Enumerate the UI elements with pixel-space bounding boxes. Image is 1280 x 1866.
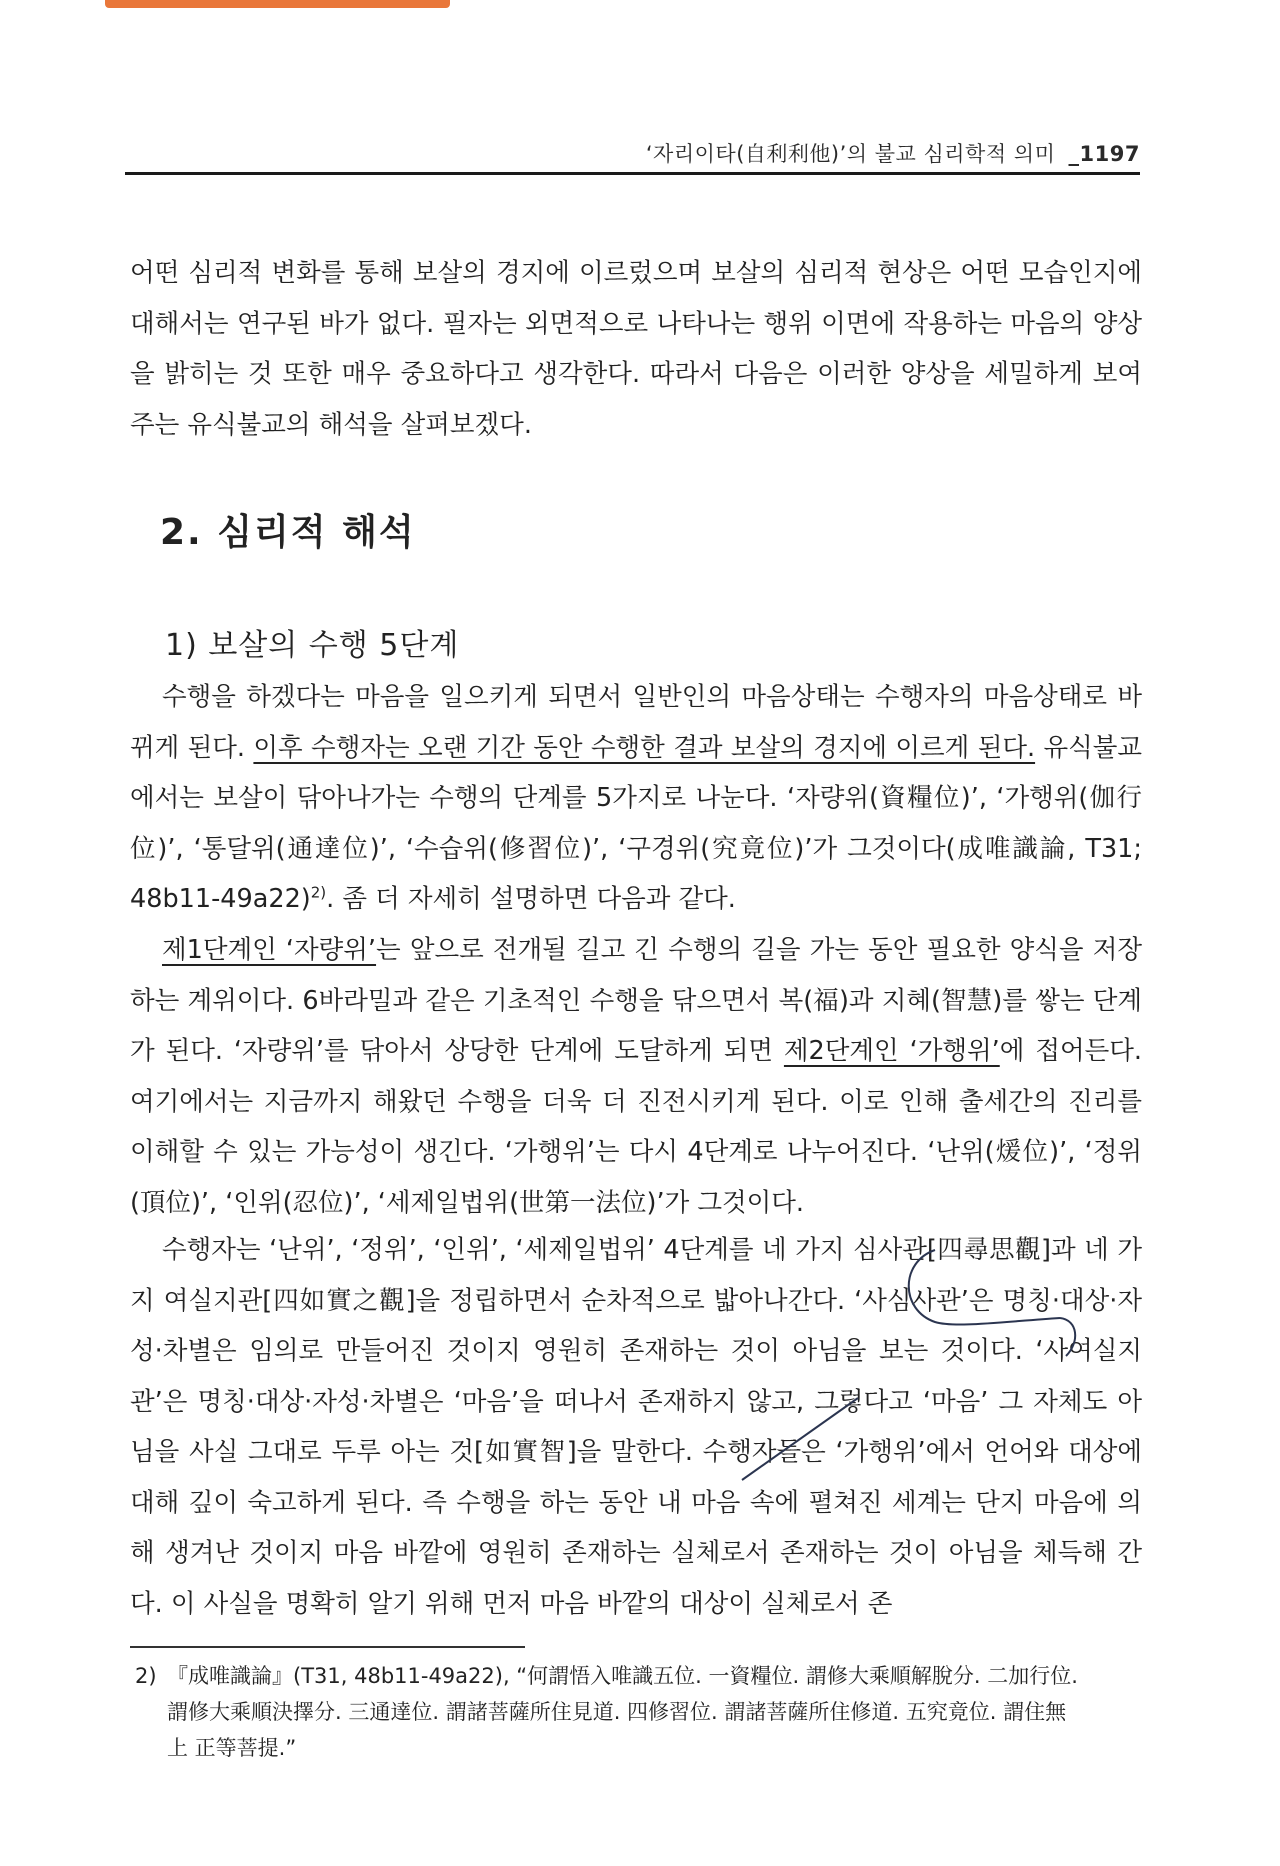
footnote-ref: 2) (310, 883, 327, 902)
running-header (125, 138, 1140, 168)
p1-text-b: 유식불교에서는 보살이 닦아나가는 수행의 단계를 5가지로 나눈다. ‘자량위(資糧位)’, ‘가행위(伽行位)’, ‘통달위(通達位)’, ‘수습위(修習位)’, ‘구경위(究竟位)’가 그것이다(成唯識論, T31; 48b11-49a22) (130, 732, 1142, 914)
body-paragraph-2 (130, 925, 1142, 1228)
subsection-title: 1) 보살의 수행 5단계 (165, 628, 460, 663)
intro-paragraph: 어떤 심리적 변화를 통해 보살의 경지에 이르렀으며 보살의 심리적 현상은 어떤 모습인지에 대해서는 연구된 바가 없다. 필자는 외면적으로 나타나는 행위 이면에 작용하는 마음의 양상을 밝히는 것 또한 매우 중요하다고 생각한다. 따라서 다음은 이러한 양상을 세밀하게 보여주는 유식불교의 해석을 살펴보겠다. (130, 258, 1142, 440)
page-number: _1197 (1068, 142, 1140, 166)
footnote-line-1: 『成唯識論』(T31, 48b11-49a22), “何謂悟入唯識五位. 一資糧位. 謂修大乘順解脫分. 二加行位. (167, 1664, 1078, 1688)
p2-text-a: 는 앞으로 전개될 길고 긴 수행의 길을 가는 동안 필요한 양식을 저장하는 계위이다. 6바라밀과 같은 기초적인 수행을 닦으면서 복(福)과 지혜(智慧)를 쌓는 단계가 된다. ‘자량위’를 닦아서 상당한 단계에 도달하게 되면 (130, 935, 1142, 1066)
section-title: 2. 심리적 해석 (160, 512, 416, 553)
body-paragraph-3: 수행자는 ‘난위’, ‘정위’, ‘인위’, ‘세제일법위’ 4단계를 네 가지 심사관[四尋思觀]과 네 가지 여실지관[四如實之觀]을 정립하면서 순차적으로 밟아나간다. ‘사심사관’은 명칭·대상·자성·차별은 임의로 만들어진 것이지 영원히 존재하는 것이 아님을 보는 것이다. ‘사여실지관’은 명칭·대상·자성·차별은 ‘마음’을 떠나서 존재하지 않고, 그렇다고 ‘마음’ 그 자체도 아님을 사실 그대로 두루 아는 것[如實智]을 말한다. 수행자들은 ‘가행위’에서 언어와 대상에 대해 깊이 숙고하게 된다. 즉 수행을 하는 동안 내 마음 속에 펼쳐진 세계는 단지 마음에 의해 생겨난 것이지 마음 바깥에 영원히 존재하는 실체로서 존재하는 것이 아님을 체득해 간다. 이 사실을 명확히 알기 위해 먼저 마음 바깥의 대상이 실체로서 존 (130, 1235, 1143, 1619)
p1-text-c: . 좀 더 자세히 설명하면 다음과 같다. (326, 884, 736, 914)
p2-underlined-text-2: 제2단계인 ‘가행위’ (783, 1036, 1000, 1066)
p2-underlined-text-1: 제1단계인 ‘자량위’ (162, 935, 377, 965)
header-rule (125, 172, 1140, 175)
footnote-number: 2) (135, 1664, 157, 1688)
footnote (135, 1658, 1145, 1766)
p1-underlined-text: 이후 수행자는 오랜 기간 동안 수행한 결과 보살의 경지에 이르게 된다. (253, 732, 1036, 763)
p1-text-a: 수행을 하겠다는 마음을 일으키게 되면서 일반인의 마음상태는 수행자의 마음상태로 바뀌게 된다. (130, 682, 1142, 763)
footnote-rule (130, 1646, 525, 1648)
running-title: ‘자리이타(自利利他)’의 불교 심리학적 의미 (645, 142, 1056, 166)
body-paragraph-1 (130, 672, 1142, 925)
p2-text-b: 에 접어든다. 여기에서는 지금까지 해왔던 수행을 더욱 더 진전시키게 된다. 이로 인해 출세간의 진리를 이해할 수 있는 가능성이 생긴다. ‘가행위’는 다시 4단계로 나누어진다. ‘난위(煖位)’, ‘정위(頂位)’, ‘인위(忍位)’, ‘세제일법위(世第一法位)’가 그것이다. (130, 1036, 1142, 1218)
footnote-line-3: 上 正等菩提.” (167, 1736, 297, 1760)
footnote-line-2: 謂修大乘順決擇分. 三通達位. 謂諸菩薩所住見道. 四修習位. 謂諸菩薩所住修道. 五究竟位. 謂住無 (167, 1700, 1067, 1724)
